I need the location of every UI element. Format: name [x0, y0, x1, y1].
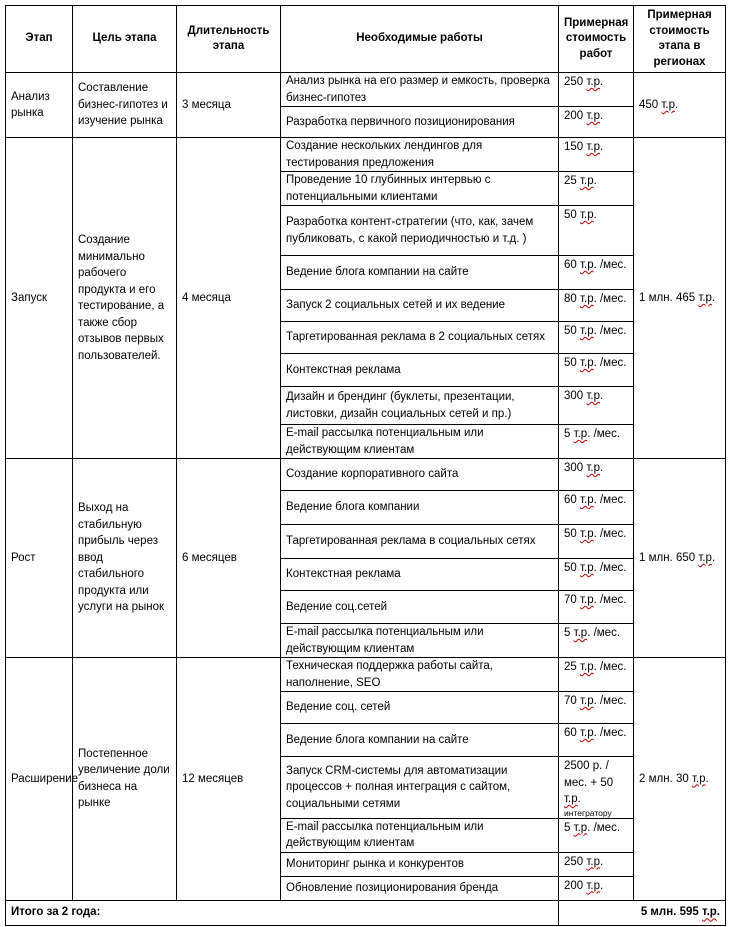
cost-text: 50 [564, 528, 580, 540]
stage-total-cost [634, 73, 726, 138]
work-cost [559, 138, 634, 172]
cost-text: . [716, 906, 720, 919]
cost-text: 50 [564, 325, 580, 337]
cost-text: . /мес. [587, 428, 621, 440]
stage-goal: Выход на стабильную прибыль через ввод стабильного продукта или услуги на рынок [73, 459, 177, 658]
work-title: Мониторинг рынка и конкурентов [281, 852, 559, 876]
cost-text: 250 [564, 855, 587, 868]
header-duration: Длительность этапа [177, 6, 281, 73]
cost-text: 5 млн. 595 [640, 906, 702, 919]
cost-text: . /мес. [593, 293, 627, 305]
currency-unit: т.р [586, 855, 600, 868]
work-title: Обновление позиционирования бренда [281, 876, 559, 900]
work-title: Таргетированная реклама в 2 социальных сетях [281, 322, 559, 354]
cost-text: 200 [564, 879, 587, 892]
cost-text: . [674, 98, 679, 111]
currency-unit: т.р [586, 141, 600, 153]
cost-text: . /мес. [593, 494, 627, 506]
work-cost [559, 852, 634, 876]
stage-plan-table [5, 5, 726, 926]
work-cost [559, 290, 634, 322]
cost-text: 50 [564, 357, 580, 369]
currency-unit: т.р [586, 110, 600, 122]
stage-name: Рост [6, 459, 73, 658]
work-cost [559, 354, 634, 387]
header-works: Необходимые работы [281, 6, 559, 73]
cost-text: 2 млн. 30 [639, 772, 692, 785]
currency-unit: т.р [580, 175, 594, 187]
cost-text: 60 [564, 494, 580, 506]
header-goal: Цель этапа [73, 6, 177, 73]
currency-unit: т.р [580, 661, 594, 673]
currency-unit: т.р [580, 594, 594, 606]
work-title: Ведение блога компании [281, 491, 559, 525]
currency-unit: т.р [573, 428, 588, 440]
work-title: Разработка первичного позиционирования [281, 107, 559, 138]
cost-text: 60 [564, 727, 580, 739]
currency-unit: т.р [580, 494, 594, 506]
cost-text: 1 млн. 650 [639, 551, 699, 564]
cost-text: 5 [564, 428, 574, 440]
total-label: Итого за 2 года: [6, 900, 559, 925]
work-cost [559, 757, 634, 819]
work-cost [559, 256, 634, 290]
cost-text: 70 [564, 695, 580, 707]
work-cost [559, 591, 634, 624]
cost-text: . /мес. [587, 627, 621, 639]
cost-text: 250 [564, 76, 587, 88]
work-title: E-mail рассылка потенциальным или действующим клиентам [281, 624, 559, 658]
stage-duration: 12 месяцев [177, 658, 281, 901]
cost-text: . /мес. [593, 357, 627, 369]
work-title: Анализ рынка на его размер и емкость, проверка бизнес-гипотез [281, 73, 559, 107]
cost-text: . /мес. [593, 325, 627, 337]
cost-text: 300 [564, 462, 587, 474]
work-title: Дизайн и брендинг (буклеты, презентации, листовки, дизайн социальных сетей и пр.) [281, 387, 559, 425]
cost-text: . /мес. [587, 821, 621, 834]
cost-text: . [599, 855, 604, 868]
currency-unit: т.р [586, 76, 600, 88]
work-title: Таргетированная реклама в социальных сетях [281, 525, 559, 559]
currency-unit: т.р [661, 98, 675, 111]
cost-note: интегратору [564, 807, 612, 818]
cost-text: . /мес. [593, 695, 627, 707]
cost-text: 150 [564, 141, 587, 153]
cost-text: . /мес. [593, 528, 627, 540]
cost-text: . [577, 793, 581, 805]
cost-text: . [599, 110, 604, 122]
currency-unit: т.р [580, 562, 594, 574]
stage-name: Анализ рынка [6, 73, 73, 138]
work-title: Контекстная реклама [281, 559, 559, 591]
table-row [6, 658, 726, 692]
stage-goal: Создание минимально рабочего продукта и его тестирование, а также сбор отзывов первых пользователей. [73, 138, 177, 459]
cost-text: . [599, 462, 604, 474]
currency-unit: т.р [580, 357, 594, 369]
work-title: Ведение блога компании на сайте [281, 724, 559, 757]
table-row [6, 73, 726, 107]
cost-text: . [599, 141, 604, 153]
cost-text: . /мес. [593, 661, 627, 673]
currency-unit: т.р [701, 906, 717, 919]
stage-name: Запуск [6, 138, 73, 459]
cost-text: . /мес. [593, 594, 627, 606]
currency-unit: т.р [564, 793, 578, 805]
work-cost [559, 559, 634, 591]
cost-text: . [705, 772, 709, 785]
cost-text: 200 [564, 110, 587, 122]
work-cost [559, 624, 634, 658]
currency-unit: т.р [586, 879, 600, 892]
cost-text: . /мес. [593, 562, 627, 574]
cost-text: . /мес. [593, 259, 627, 271]
work-cost [559, 491, 634, 525]
work-title: E-mail рассылка потенциальным или действующим клиентам [281, 818, 559, 852]
currency-unit: т.р [698, 551, 712, 564]
header-work-cost: Примерная стоимость работ [559, 6, 634, 73]
stage-duration: 3 месяца [177, 73, 281, 138]
work-cost [559, 73, 634, 107]
table-body [6, 73, 726, 926]
currency-unit: т.р [580, 209, 594, 221]
work-title: Контекстная реклама [281, 354, 559, 387]
header-row [6, 6, 726, 73]
work-title: Запуск 2 социальных сетей и их ведение [281, 290, 559, 322]
cost-text: 5 [564, 627, 574, 639]
cost-text: 25 [564, 175, 580, 187]
cost-text: 80 [564, 293, 580, 305]
cost-text: 50 [564, 209, 580, 221]
cost-text: 5 [564, 821, 574, 834]
cost-text: . [593, 209, 597, 221]
work-cost [559, 459, 634, 491]
cost-text: 1 млн. 465 [639, 291, 699, 304]
cost-text: 25 [564, 661, 580, 673]
cost-text: 450 [639, 98, 662, 111]
currency-unit: т.р [580, 259, 594, 271]
work-title: E-mail рассылка потенциальным или действующим клиентам [281, 425, 559, 459]
cost-text: 300 [564, 390, 587, 402]
currency-unit: т.р [586, 462, 600, 474]
currency-unit: т.р [580, 325, 594, 337]
cost-text: . [711, 551, 716, 564]
work-cost [559, 525, 634, 559]
currency-unit: т.р [580, 293, 594, 305]
cost-text: 50 [564, 562, 580, 574]
stage-total-cost [634, 459, 726, 658]
work-title: Создание корпоративного сайта [281, 459, 559, 491]
total-row [6, 900, 726, 925]
work-cost [559, 692, 634, 724]
work-title: Разработка контент-стратегии (что, как, зачем публиковать, с какой периодичностью и т.д. ) [281, 206, 559, 256]
stage-name: Расширение [6, 658, 73, 901]
work-cost [559, 387, 634, 425]
grand-total [559, 900, 726, 925]
stage-duration: 6 месяцев [177, 459, 281, 658]
work-title: Создание нескольких лендингов для тестирования предложения [281, 138, 559, 172]
header-stage-cost: Примерная стоимость этапа в регионах [634, 6, 726, 73]
currency-unit: т.р [580, 528, 594, 540]
cost-text: 2500 р. /мес. + 50 [564, 760, 614, 789]
cost-text: . [599, 390, 604, 402]
cost-text: 70 [564, 594, 580, 606]
work-title: Техническая поддержка работы сайта, наполнение, SEO [281, 658, 559, 692]
work-cost [559, 876, 634, 900]
work-title: Ведение блога компании на сайте [281, 256, 559, 290]
stage-total-cost [634, 138, 726, 459]
work-cost [559, 658, 634, 692]
work-cost [559, 322, 634, 354]
stage-goal: Постепенное увеличение доли бизнеса на рынке [73, 658, 177, 901]
stage-goal: Составление бизнес-гипотез и изучение рынка [73, 73, 177, 138]
table-row [6, 459, 726, 491]
cost-text: 60 [564, 259, 580, 271]
cost-text: . [599, 879, 604, 892]
cost-text: . [599, 76, 604, 88]
work-title: Ведение соц.сетей [281, 591, 559, 624]
work-cost [559, 172, 634, 206]
currency-unit: т.р [573, 821, 588, 834]
currency-unit: т.р [580, 695, 594, 707]
work-cost [559, 724, 634, 757]
currency-unit: т.р [580, 727, 594, 739]
stage-duration: 4 месяца [177, 138, 281, 459]
work-cost [559, 818, 634, 852]
work-cost [559, 107, 634, 138]
cost-text: . [711, 291, 716, 304]
header-stage: Этап [6, 6, 73, 73]
table-row [6, 138, 726, 172]
currency-unit: т.р [691, 772, 706, 785]
work-cost [559, 425, 634, 459]
work-cost [559, 206, 634, 256]
currency-unit: т.р [586, 390, 600, 402]
cost-text: . /мес. [593, 727, 627, 739]
work-title: Запуск CRM-системы для автоматизации процессов + полная интеграция с сайтом, социальными сетями [281, 757, 559, 819]
currency-unit: т.р [573, 627, 588, 639]
work-title: Проведение 10 глубинных интервью с потенциальными клиентами [281, 172, 559, 206]
stage-total-cost [634, 658, 726, 901]
work-title: Ведение соц. сетей [281, 692, 559, 724]
currency-unit: т.р [698, 291, 712, 304]
cost-text: . [593, 175, 597, 187]
